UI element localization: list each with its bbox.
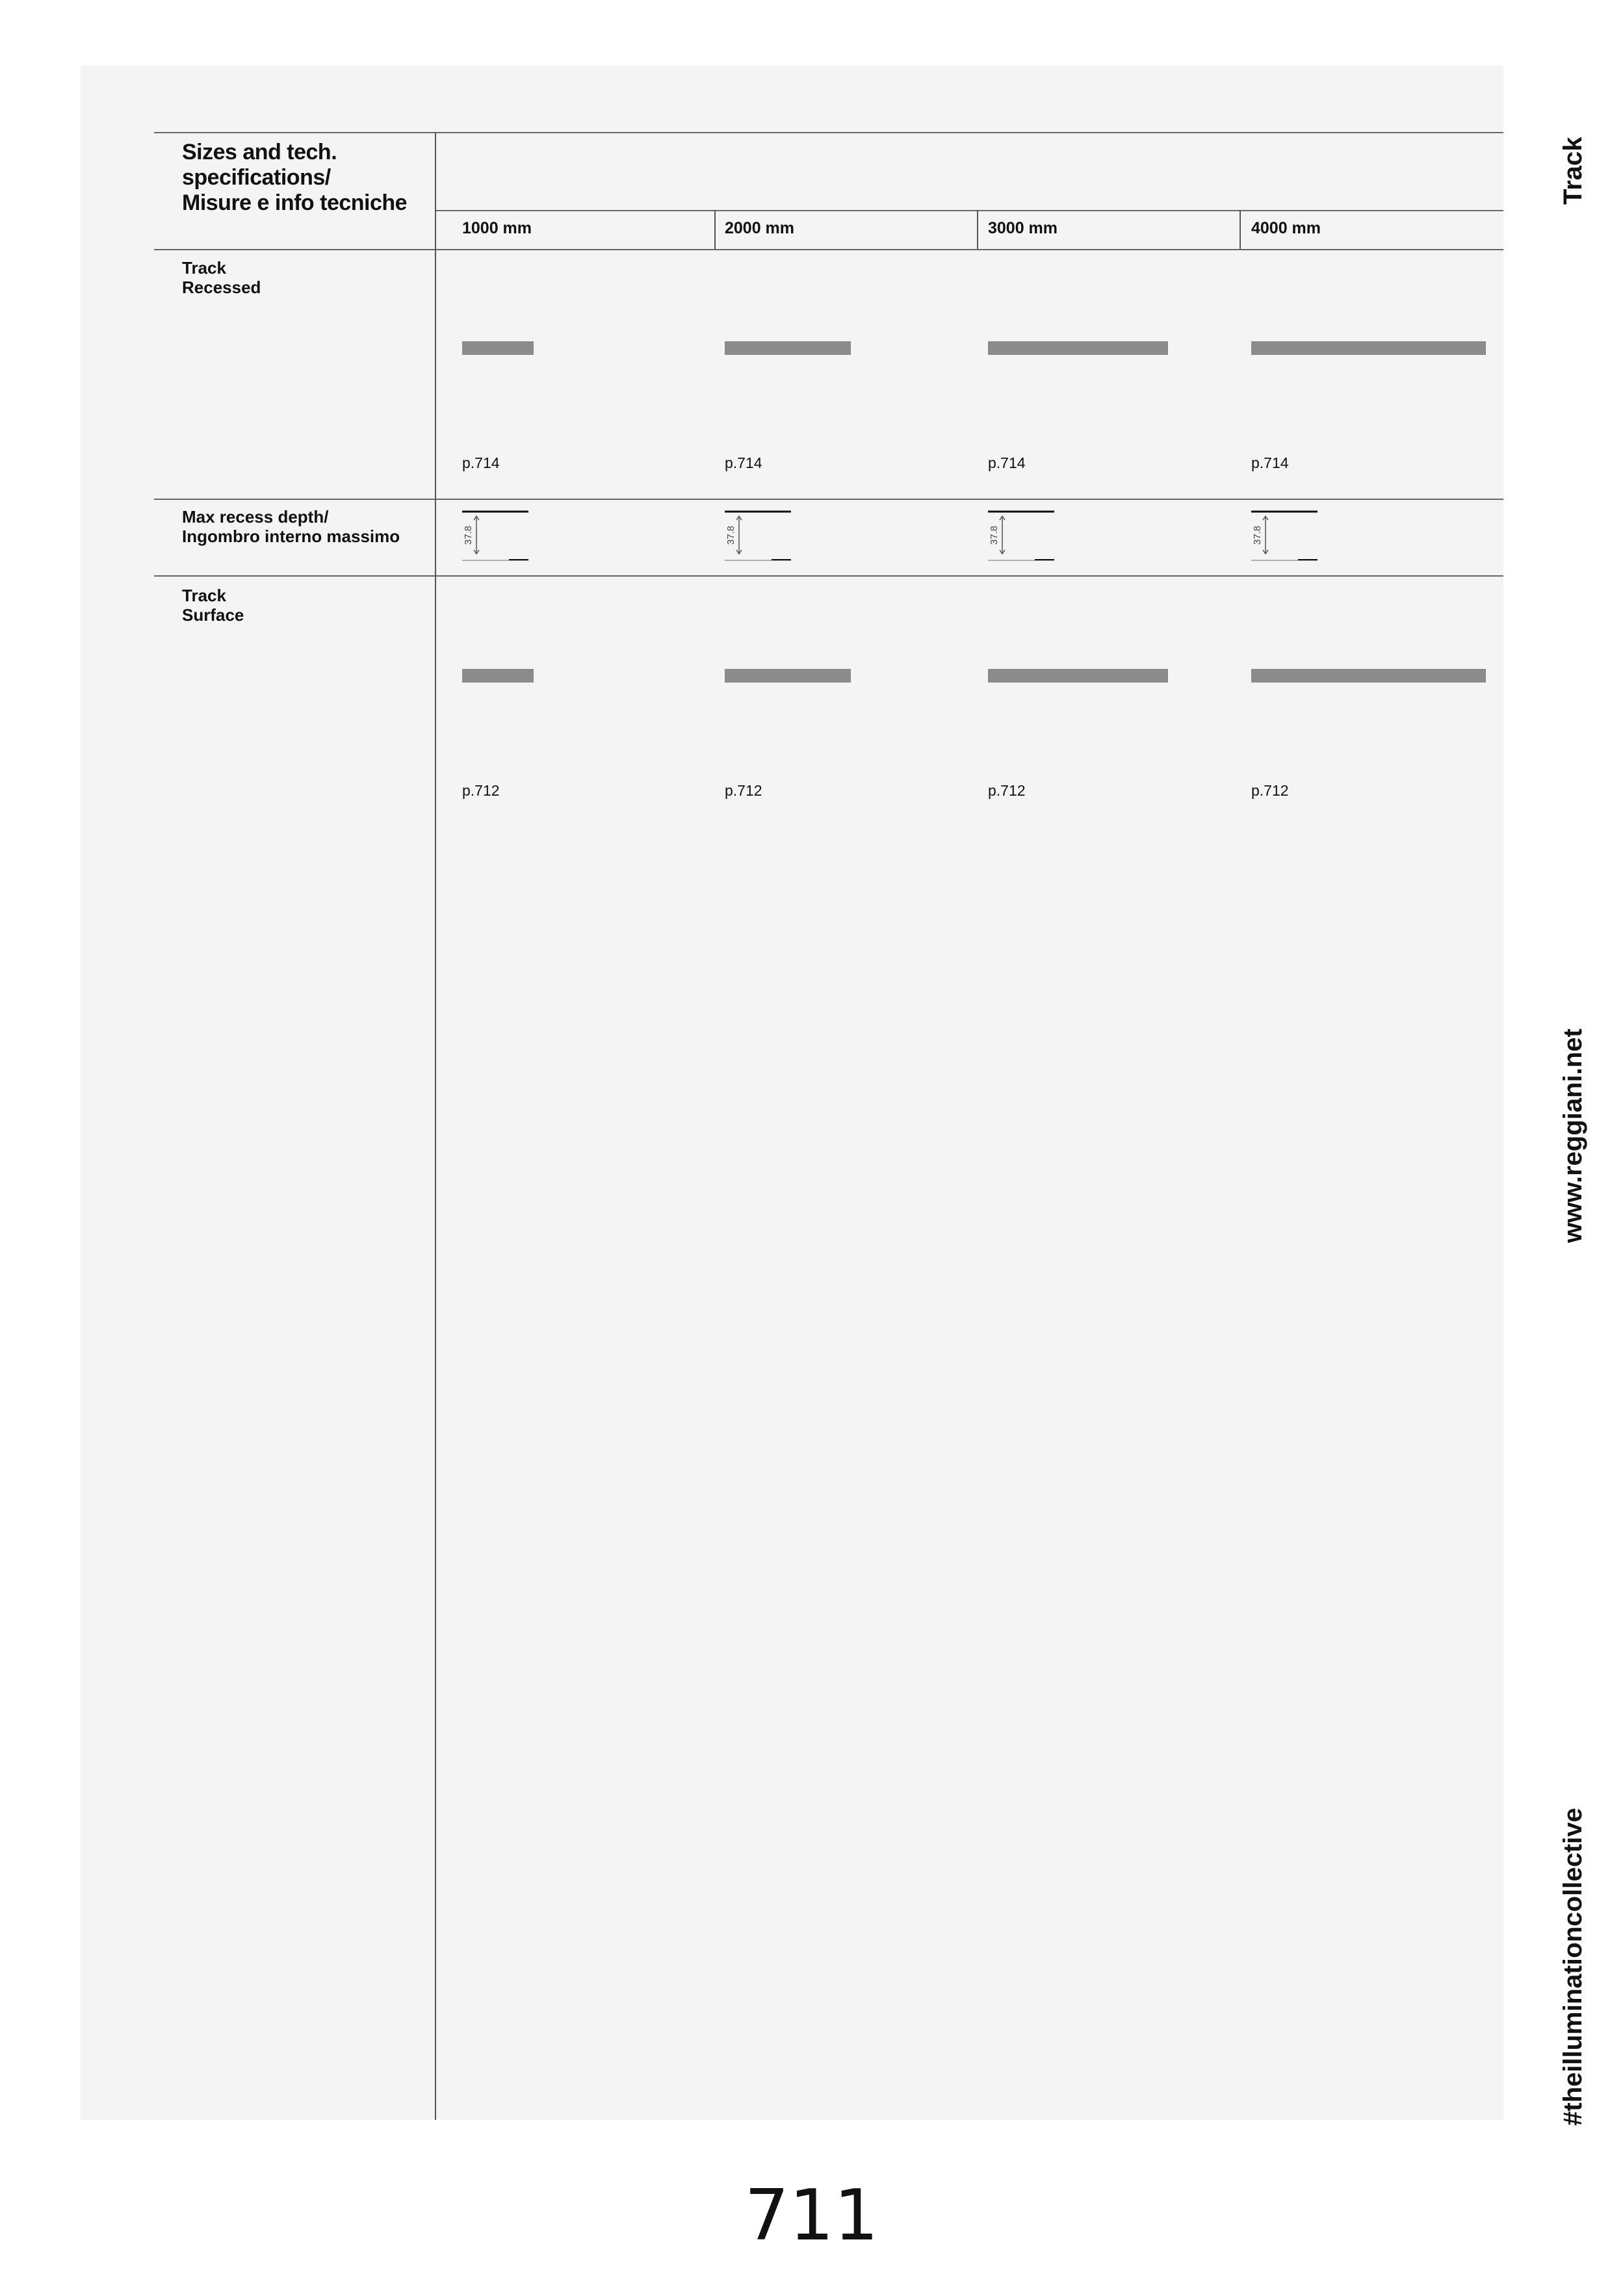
column-header-2000: 2000 mm <box>725 219 795 237</box>
label-column-divider <box>435 132 436 2120</box>
depth-value-label: 37.8 <box>725 525 736 545</box>
column-divider <box>714 210 716 249</box>
website-label: www.reggiani.net <box>1559 1028 1587 1243</box>
row-label-line: Track <box>182 258 226 278</box>
depth-value-label: 37.8 <box>1252 525 1263 545</box>
table-top-rule <box>154 132 1503 133</box>
track-bar-3000 <box>988 341 1168 355</box>
page-ref: p.714 <box>462 454 500 471</box>
recess-depth-diagram <box>1250 507 1318 563</box>
track-bar-3000 <box>988 669 1168 683</box>
track-bar-2000 <box>725 341 851 355</box>
column-divider <box>977 210 978 249</box>
page-ref: p.712 <box>725 782 762 799</box>
depth-value-label: 37.8 <box>463 525 474 545</box>
hashtag-label: #theilluminationcollective <box>1559 1807 1587 2126</box>
depth-row-rule <box>154 575 1503 577</box>
recessed-row-rule <box>154 499 1503 500</box>
header-bottom-rule <box>154 249 1503 250</box>
column-header-1000: 1000 mm <box>462 219 532 237</box>
row-label-line: Recessed <box>182 277 261 297</box>
title-line: Misure e info tecniche <box>182 190 408 216</box>
track-bar-4000 <box>1251 341 1486 355</box>
page-ref: p.714 <box>1251 454 1289 471</box>
column-header-4000: 4000 mm <box>1251 219 1321 237</box>
recess-depth-diagram <box>987 507 1054 563</box>
row-label-line: Surface <box>182 605 244 625</box>
track-bar-1000 <box>462 669 534 683</box>
table-title <box>182 140 407 216</box>
spec-panel <box>81 66 1503 2120</box>
track-bar-4000 <box>1251 669 1486 683</box>
section-label: Track <box>1559 137 1587 205</box>
page-ref: p.714 <box>725 454 762 471</box>
page-ref: p.712 <box>462 782 500 799</box>
page-ref: p.714 <box>988 454 1026 471</box>
track-bar-2000 <box>725 669 851 683</box>
page-number: 711 <box>744 2175 879 2256</box>
row-label-line: Ingombro interno massimo <box>182 526 400 546</box>
depth-value-label: 37.8 <box>989 525 1000 545</box>
row-label-recess-depth <box>182 508 400 547</box>
track-bar-1000 <box>462 341 534 355</box>
recess-depth-diagram <box>461 507 528 563</box>
row-label-line: Track <box>182 586 226 605</box>
column-header-rule <box>435 210 1503 211</box>
column-header-3000: 3000 mm <box>988 219 1058 237</box>
row-label-line: Max recess depth/ <box>182 507 329 527</box>
row-label-surface <box>182 586 244 625</box>
page-ref: p.712 <box>988 782 1026 799</box>
title-line: specifications/ <box>182 165 331 190</box>
page-ref: p.712 <box>1251 782 1289 799</box>
title-line: Sizes and tech. <box>182 140 337 164</box>
row-label-recessed <box>182 259 261 298</box>
column-divider <box>1240 210 1241 249</box>
recess-depth-diagram <box>723 507 791 563</box>
